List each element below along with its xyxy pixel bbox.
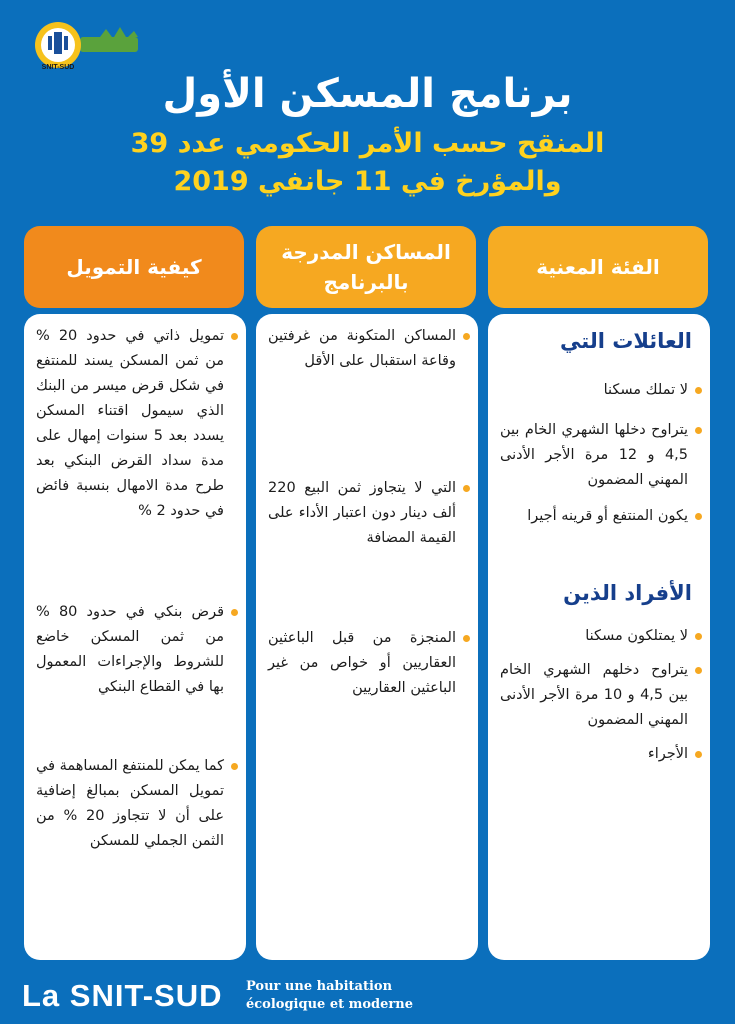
financing-panel	[24, 314, 246, 960]
bullet-icon	[695, 667, 702, 674]
financing-item: تمويل ذاتي في حدود 20 % من ثمن المسكن يسند للمنتفع في شكل قرض ميسر من البنك الذي سيمول اقتناء المسكن يسدد بعد 5 سنوات إمهال على مدة سداد القرض البنكي بعد طرح مدة الامهال بنسبة فائض في حدود 2 %	[36, 324, 238, 524]
footer-tagline-line-1: Pour une habitation	[246, 979, 393, 994]
bullet-icon	[695, 387, 702, 394]
bullet-icon	[695, 513, 702, 520]
housing-panel	[256, 314, 478, 960]
bullet-icon	[231, 609, 238, 616]
families-item: يكون المنتفع أو قرينه أجيرا	[500, 504, 702, 529]
bullet-icon	[231, 333, 238, 340]
housing-item: المنجزة من قبل الباعثين العقاريين أو خواص من غير الباعثين العقاريين	[268, 626, 470, 701]
bullet-icon	[463, 485, 470, 492]
page-title: برنامج المسكن الأول	[162, 71, 573, 117]
bullet-icon	[695, 751, 702, 758]
financing-item: كما يمكن للمنتفع المساهمة في تمويل المسكن بمبالغ إضافية على أن لا تتجاوز 20 % من الثمن الجملي للمسكن	[36, 754, 238, 854]
footer-tagline	[246, 978, 413, 1014]
bullet-icon	[695, 633, 702, 640]
individuals-heading: الأفراد الذين	[563, 581, 692, 605]
bullet-icon	[463, 635, 470, 642]
target-panel	[488, 314, 710, 960]
bullet-icon	[463, 333, 470, 340]
families-heading: العائلات التي	[560, 329, 692, 353]
individuals-item: يتراوح دخلهم الشهري الخام بين 4,5 و 10 مرة الأجر الأدنى المهني المضمون	[500, 658, 702, 733]
bullet-icon	[231, 763, 238, 770]
housing-column-header: المساكن المدرجة بالبرنامج	[256, 226, 476, 308]
subtitle-line-1: المنقح حسب الأمر الحكومي عدد 39	[130, 128, 605, 159]
financing-item: قرض بنكي في حدود 80 % من ثمن المسكن خاضع للشروط والإجراءات المعمول بها في القطاع البنكي	[36, 600, 238, 700]
logo-text: SNIT-SUD	[41, 64, 75, 71]
footer-tagline-line-2: écologique et moderne	[246, 997, 413, 1012]
housing-item: التي لا يتجاوز ثمن البيع 220 ألف دينار دون اعتبار الأداء على القيمة المضافة	[268, 476, 470, 551]
housing-item: المساكن المتكونة من غرفتين وقاعة استقبال على الأقل	[268, 324, 470, 374]
individuals-item: لا يمتلكون مسكنا	[500, 624, 702, 649]
families-item: يتراوح دخلها الشهري الخام بين 4,5 و 12 مرة الأجر الأدنى المهني المضمون	[500, 418, 702, 493]
families-item: لا تملك مسكنا	[500, 378, 702, 403]
target-column-header: الفئة المعنية	[488, 226, 708, 308]
subtitle-line-2: والمؤرخ في 11 جانفي 2019	[173, 166, 562, 197]
footer-brand: La SNIT-SUD	[22, 978, 223, 1013]
bullet-icon	[695, 427, 702, 434]
individuals-item: الأجراء	[500, 742, 702, 767]
financing-column-header: كيفية التمويل	[24, 226, 244, 308]
